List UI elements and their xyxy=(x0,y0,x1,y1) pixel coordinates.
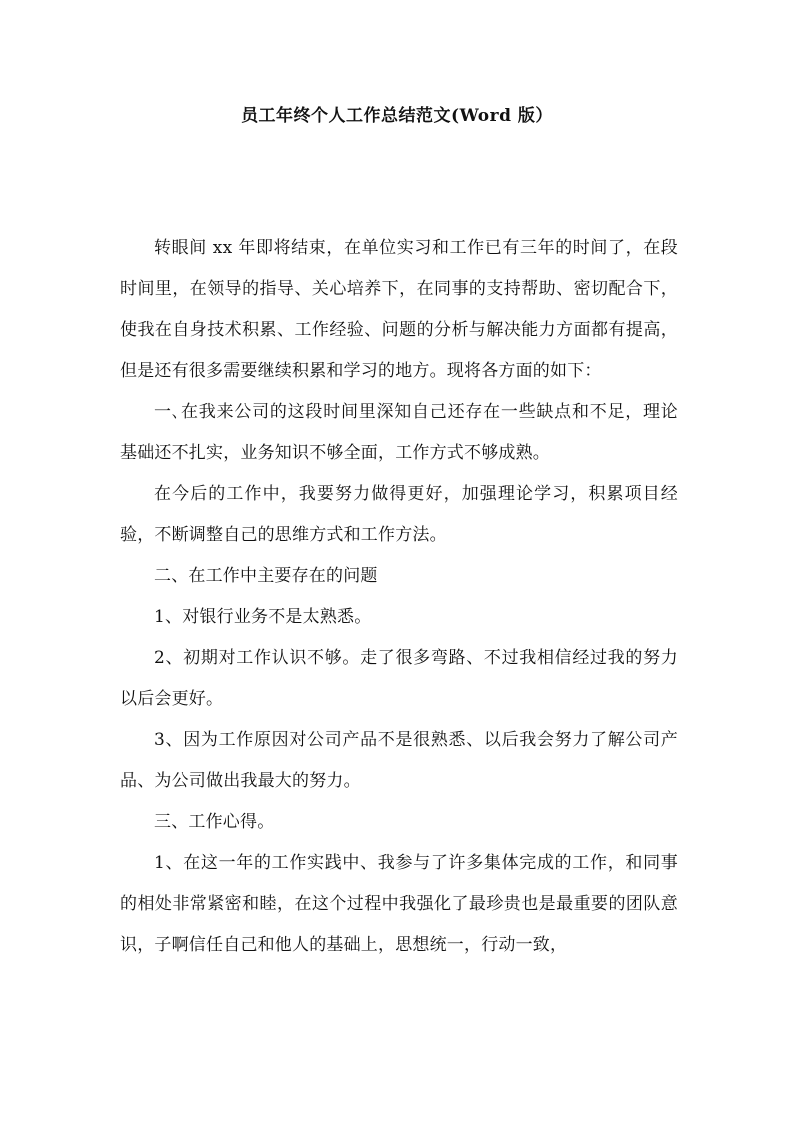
paragraph-shortcomings: 一､在我来公司的这段时间里深知自己还存在一些缺点和不足，理论基础还不扎实，业务知识不够全面，工作方式不够成熟。 xyxy=(120,402,678,463)
document-title: 员工年终个人工作总结范文(Word 版） xyxy=(241,106,553,126)
document-body xyxy=(120,228,678,966)
section-heading-experience: 三、工作心得。 xyxy=(154,812,275,832)
list-item-problem-2: 2、初期对工作认识不够。走了很多弯路、不过我相信经过我的努力以后会更好。 xyxy=(120,648,678,709)
paragraph-future-work: 在今后的工作中，我要努力做得更好，加强理论学习，积累项目经验，不断调整自己的思维方式和工作方法。 xyxy=(120,484,678,545)
section-heading-problems: 二、在工作中主要存在的问题 xyxy=(154,566,378,586)
list-item-experience-1: 1、在这一年的工作实践中、我参与了许多集体完成的工作，和同事的相处非常紧密和睦，在这个过程中我强化了最珍贵也是最重要的团队意识，子啊信任自己和他人的基础上，思想统一，行动一致， xyxy=(120,853,678,955)
list-item-problem-3: 3、因为工作原因对公司产品不是很熟悉、以后我会努力了解公司产品、为公司做出我最大的努力。 xyxy=(120,730,678,791)
paragraph-intro: 转眼间 xx 年即将结束，在单位实习和工作已有三年的时间了，在段时间里，在领导的指导、关心培养下，在同事的支持帮助、密切配合下，使我在自身技术积累、工作经验、问题的分析与解决能力方面都有提高，但是还有很多需要继续积累和学习的地方。现将各方面的如下： xyxy=(120,238,678,381)
list-item-problem-1: 1、对银行业务不是太熟悉。 xyxy=(154,607,372,627)
